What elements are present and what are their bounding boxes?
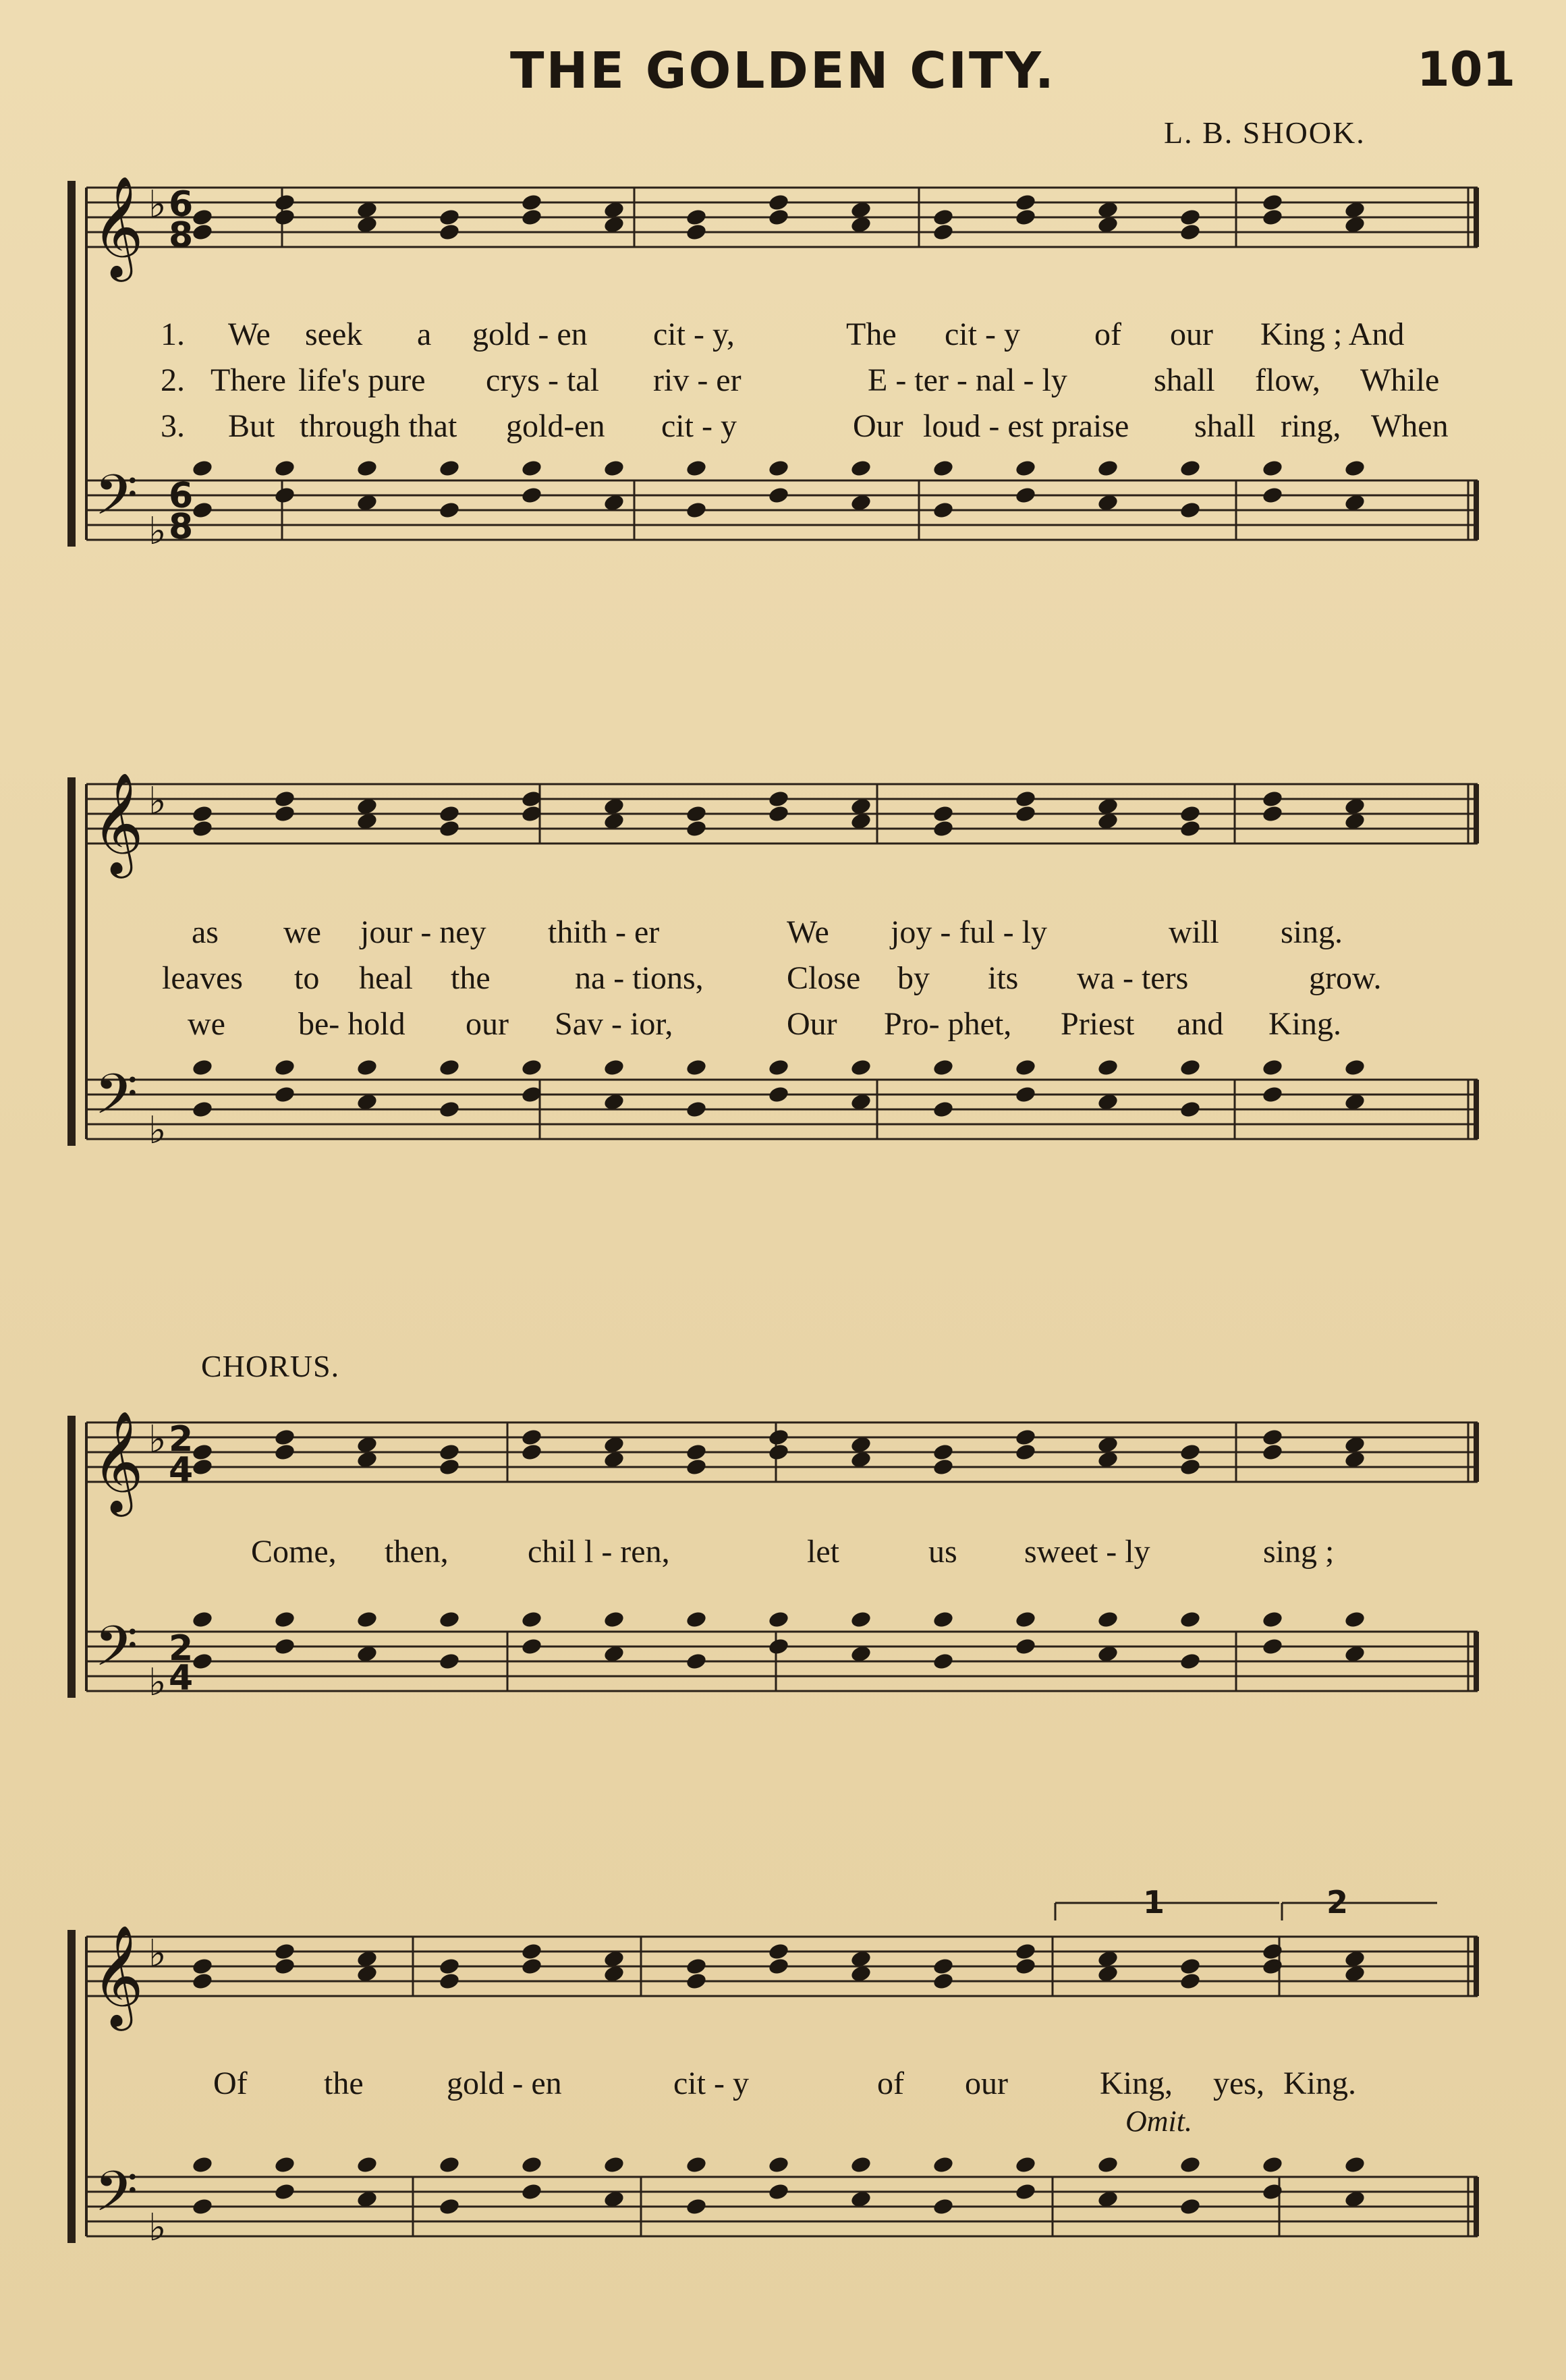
svg-text:2: 2 [169,1419,194,1460]
hymn-page: THE GOLDEN CITY. 101 L. B. SHOOK. 𝄞 𝄢 ♭ ♭ 𝄞 𝄢 ♭ ♭ 𝄞 𝄢 ♭ ♭ 𝄞 𝄢 ♭ ♭ 6 8 6 8 2 4 2 4 1. We seek a gold - en cit - y, The cit - y of our King ; And 2. There life's pure crys - tal riv - er E - ter - nal - ly shall flow, While 3. But through that gold-en cit - y Our loud - est praise shall ring, When as we jour - ney thith - er We joy - ful - ly will sing. leaves to heal the na - tions, Close by its wa - ters grow. we be- hold our Sav - ior, Our Pro- phet, Priest and King. CHORUS. Come, then, chil l - ren, let us sweet - ly sing ; Of the gold - en cit - y of our King, yes, King. Omit. 1 2 [0,0,1566,2380]
first-ending-number: 1 [1143,1884,1165,1920]
svg-text:♭: ♭ [148,1418,167,1462]
svg-text:♭: ♭ [148,1932,167,1976]
svg-text:♭: ♭ [148,1109,167,1153]
clef-symbols [92,175,193,2250]
svg-text:8: 8 [169,507,194,547]
svg-text:4: 4 [169,1450,194,1491]
svg-text:𝄢: 𝄢 [94,462,138,541]
svg-text:4: 4 [169,1658,194,1698]
svg-text:6: 6 [169,476,194,516]
svg-text:♭: ♭ [148,509,167,553]
svg-text:𝄢: 𝄢 [94,2159,138,2238]
chorus-label: CHORUS. [201,1349,340,1383]
verse-number: 3. [161,408,185,444]
svg-text:♭: ♭ [148,2206,167,2250]
svg-text:𝄞: 𝄞 [92,771,144,874]
svg-text:8: 8 [169,215,194,256]
omit-instruction: Omit. [1125,2105,1192,2138]
svg-text:♭: ♭ [148,183,167,227]
svg-text:6: 6 [169,184,194,225]
svg-text:𝄞: 𝄞 [92,175,144,277]
verse-number: 2. [161,362,185,398]
svg-text:𝄞: 𝄞 [92,1924,144,2026]
svg-text:𝄢: 𝄢 [94,1061,138,1140]
composer-credit: L. B. SHOOK. [1164,115,1366,150]
verse-number: 1. [161,316,185,352]
svg-text:𝄞: 𝄞 [92,1410,144,1512]
svg-text:𝄢: 𝄢 [94,1613,138,1692]
hymn-title: THE GOLDEN CITY. [510,42,1056,100]
svg-text:2: 2 [169,1628,194,1669]
svg-text:♭: ♭ [148,1661,167,1705]
svg-text:♭: ♭ [148,779,167,823]
note-heads [191,193,1366,2216]
page-number: 101 [1417,42,1516,97]
second-ending-number: 2 [1326,1884,1349,1920]
